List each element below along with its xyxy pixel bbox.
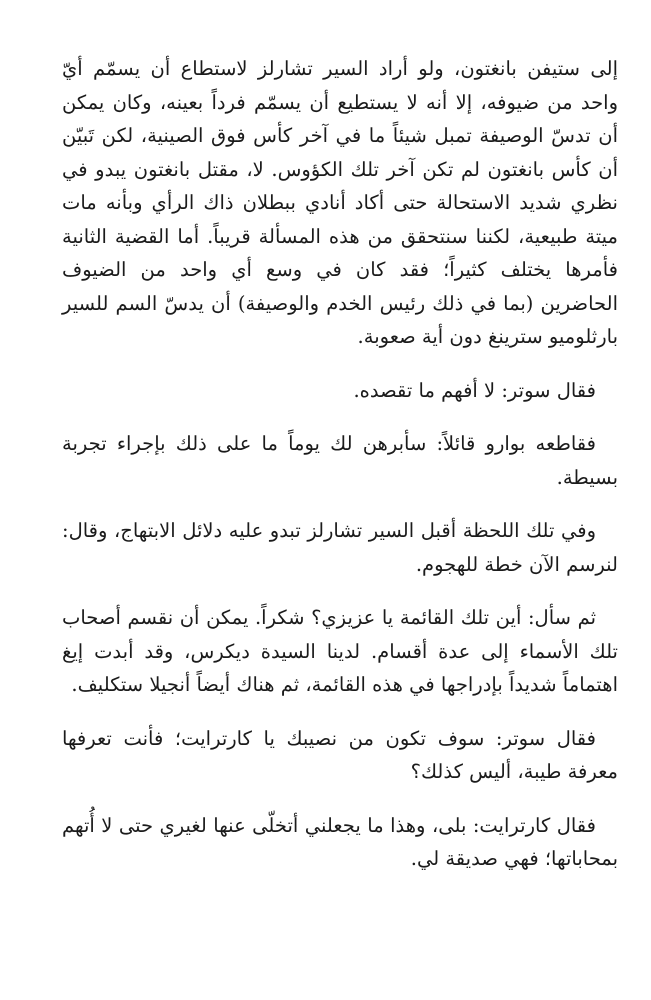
paragraph-1: إلى ستيفن بانغتون، ولو أراد السير تشارلز لاستطاع أن يسمّم أيّ واحد من ضيوفه، إلا أنه لا يستطيع أن يسمّم فرداً بعينه، وكان يمكن أن تدسّ الوصيفة تمبل شيئاً ما في آخر كأس فوق الصينية، لكن تَبيّن أن كأس بانغتون لم تكن آخر تلك الكؤوس. لا، مقتل بانغتون يبدو في نظري شديد الاستحالة حتى أكاد أنادي ببطلان ذاك الرأي وبأنه مات ميتة طبيعية، لكننا سنتحقق من هذه المسألة قريباً. أما القضية الثانية فأمرها يختلف كثيراً؛ فقد كان في وسع أي واحد من الضيوف الحاضرين (بما في ذلك رئيس الخدم والوصيفة) أن يدسّ السم للسير بارثلوميو سترينغ دون أية صعوبة.	[62, 57, 618, 348]
book-page	[62, 52, 618, 896]
paragraph-4: وفي تلك اللحظة أقبل السير تشارلز تبدو عليه دلائل الابتهاج، وقال: لنرسم الآن خطة للهجوم.	[62, 519, 618, 576]
paragraph-6: فقال سوتر: سوف تكون من نصيبك يا كارترايت؛ فأنت تعرفها معرفة طيبة، أليس كذلك؟	[62, 726, 618, 783]
paragraph-5: ثم سأل: أين تلك القائمة يا عزيزي؟ شكراً. يمكن أن نقسم أصحاب تلك الأسماء إلى عدة أقسام. لدينا السيدة ديكرس، وقد أبدت إيغ اهتماماً شديداً بإدراجها في هذه القائمة، ثم هناك أيضاً أنجيلا ستكليف.	[62, 606, 618, 696]
paragraph-2: فقال سوتر: لا أفهم ما تقصده.	[353, 378, 596, 402]
paragraph-7: فقال كارترايت: بلى، وهذا ما يجعلني أتخلّى عنها لغيري حتى لا أُتهم بمحاباتها؛ فهي صديقة لي.	[62, 813, 618, 870]
paragraph-3: فقاطعه بوارو قائلاً: سأبرهن لك يوماً ما على ذلك بإجراء تجربة بسيطة.	[62, 432, 618, 489]
